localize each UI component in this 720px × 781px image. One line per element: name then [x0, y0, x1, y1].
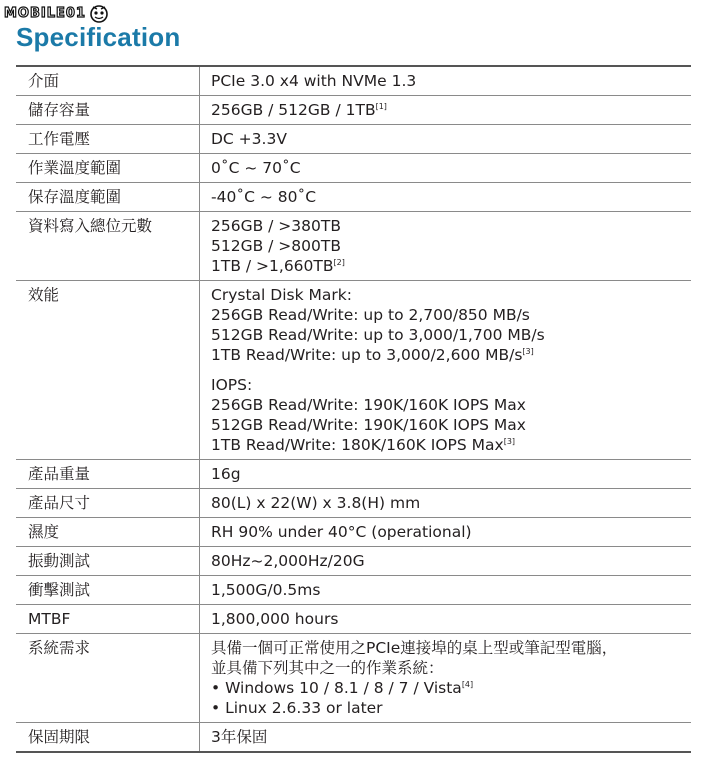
spec-value-line [211, 345, 691, 365]
spec-value-line [211, 493, 691, 513]
spec-value-text: • Windows 10 / 8.1 / 8 / 7 / Vista [211, 679, 462, 697]
spec-value-line [211, 464, 691, 484]
spec-value [200, 212, 692, 281]
spec-value-line [211, 285, 691, 305]
spec-label: 介面 [16, 66, 200, 96]
spec-value-line [211, 551, 691, 571]
spec-value [200, 460, 692, 489]
footnote-ref: [4] [461, 680, 474, 689]
spec-value-text: 256GB / >380TB [211, 217, 341, 235]
spec-table [16, 65, 691, 753]
spec-value-line [211, 236, 691, 256]
spec-row [16, 66, 691, 96]
spec-value-text: Crystal Disk Mark: [211, 286, 352, 304]
spec-label: 振動測試 [16, 547, 200, 576]
spec-label: 產品重量 [16, 460, 200, 489]
spec-value-line [211, 395, 691, 415]
spec-value [200, 66, 692, 96]
spec-value-text: 256GB Read/Write: 190K/160K IOPS Max [211, 396, 526, 414]
mascot-face-icon [88, 3, 110, 23]
spec-value-text: 3年保固 [211, 728, 268, 746]
footnote-ref: [1] [375, 102, 387, 111]
spec-row [16, 154, 691, 183]
spec-row [16, 723, 691, 753]
spec-value [200, 518, 692, 547]
spec-value [200, 125, 692, 154]
spec-value-line [211, 375, 691, 395]
spec-value-text: 1TB Read/Write: up to 3,000/2,600 MB/s [211, 346, 523, 364]
spec-label: 衝擊測試 [16, 576, 200, 605]
spec-row [16, 125, 691, 154]
spec-value-text: 80Hz~2,000Hz/20G [211, 552, 365, 570]
spec-value-line [211, 638, 691, 658]
spec-value-text: 1,800,000 hours [211, 610, 339, 628]
spec-label: 工作電壓 [16, 125, 200, 154]
spec-label: 產品尺寸 [16, 489, 200, 518]
spec-value [200, 723, 692, 753]
spec-value-line [211, 129, 691, 149]
spec-label: 系統需求 [16, 634, 200, 723]
spec-value-text: 並具備下列其中之一的作業系統： [211, 659, 444, 677]
spec-row [16, 489, 691, 518]
spec-row [16, 605, 691, 634]
spec-value-line [211, 678, 691, 698]
spec-row [16, 183, 691, 212]
spec-value-text: 512GB / >800TB [211, 237, 341, 255]
spec-value-text: 1TB Read/Write: 180K/160K IOPS Max [211, 436, 504, 454]
spec-value-text: 256GB / 512GB / 1TB [211, 101, 376, 119]
spec-value-line [211, 187, 691, 207]
spec-value-text: 0˚C ~ 70˚C [211, 159, 301, 177]
spec-label: 資料寫入總位元數 [16, 212, 200, 281]
spec-value-text: IOPS: [211, 376, 253, 394]
spec-value-line [211, 305, 691, 325]
spec-value-line [211, 522, 691, 542]
spec-value-line [211, 698, 691, 718]
spec-value-line [211, 435, 691, 455]
spec-row [16, 96, 691, 125]
spec-label: 保固期限 [16, 723, 200, 753]
spec-value [200, 154, 692, 183]
spec-value-line [211, 609, 691, 629]
spec-value-line [211, 580, 691, 600]
spec-value-text: -40˚C ~ 80˚C [211, 188, 317, 206]
spec-label: 儲存容量 [16, 96, 200, 125]
spec-value-text: DC +3.3V [211, 130, 287, 148]
spec-value-text: 80(L) x 22(W) x 3.8(H) mm [211, 494, 421, 512]
spec-value [200, 96, 692, 125]
spec-row [16, 547, 691, 576]
logo-text: MOBILE01 [4, 5, 86, 21]
spec-value-line [211, 727, 691, 747]
spec-value-text: 256GB Read/Write: up to 2,700/850 MB/s [211, 306, 530, 324]
spacer [211, 365, 691, 375]
spec-value-line [211, 325, 691, 345]
footnote-ref: [3] [503, 437, 516, 446]
spec-label: 效能 [16, 281, 200, 460]
spec-value [200, 547, 692, 576]
spec-value-line [211, 100, 691, 120]
spec-value-text: 具備一個可正常使用之PCIe連接埠的桌上型或筆記型電腦， [211, 639, 618, 657]
spec-value-line [211, 256, 691, 276]
spec-row [16, 518, 691, 547]
spec-label: 保存溫度範圍 [16, 183, 200, 212]
spec-value-line [211, 658, 691, 678]
spec-value [200, 634, 692, 723]
spec-value [200, 605, 692, 634]
spec-value-text: PCIe 3.0 x4 with NVMe 1.3 [211, 72, 417, 90]
spec-row [16, 634, 691, 723]
spec-row [16, 460, 691, 489]
spec-value [200, 281, 692, 460]
spec-value-text: 512GB Read/Write: 190K/160K IOPS Max [211, 416, 526, 434]
spec-value-line [211, 158, 691, 178]
spec-value [200, 183, 692, 212]
spec-value-text: 1,500G/0.5ms [211, 581, 321, 599]
spec-value [200, 489, 692, 518]
spec-value-line [211, 415, 691, 435]
spec-row [16, 576, 691, 605]
page-title: Specification [16, 22, 181, 52]
spec-value-text: 1TB / >1,660TB [211, 257, 334, 275]
spec-value [200, 576, 692, 605]
spec-label: MTBF [16, 605, 200, 634]
spec-value-text: 16g [211, 465, 241, 483]
spec-value-line [211, 71, 691, 91]
spec-row [16, 212, 691, 281]
spec-value-text: 512GB Read/Write: up to 3,000/1,700 MB/s [211, 326, 545, 344]
spec-label: 作業溫度範圍 [16, 154, 200, 183]
spec-label: 濕度 [16, 518, 200, 547]
footnote-ref: [2] [333, 258, 345, 267]
footnote-ref: [3] [522, 347, 534, 356]
site-logo[interactable] [4, 3, 110, 23]
spec-value-text: RH 90% under 40°C (operational) [211, 523, 472, 541]
spec-value-text: • Linux 2.6.33 or later [211, 699, 383, 717]
spec-row [16, 281, 691, 460]
spec-value-line [211, 216, 691, 236]
